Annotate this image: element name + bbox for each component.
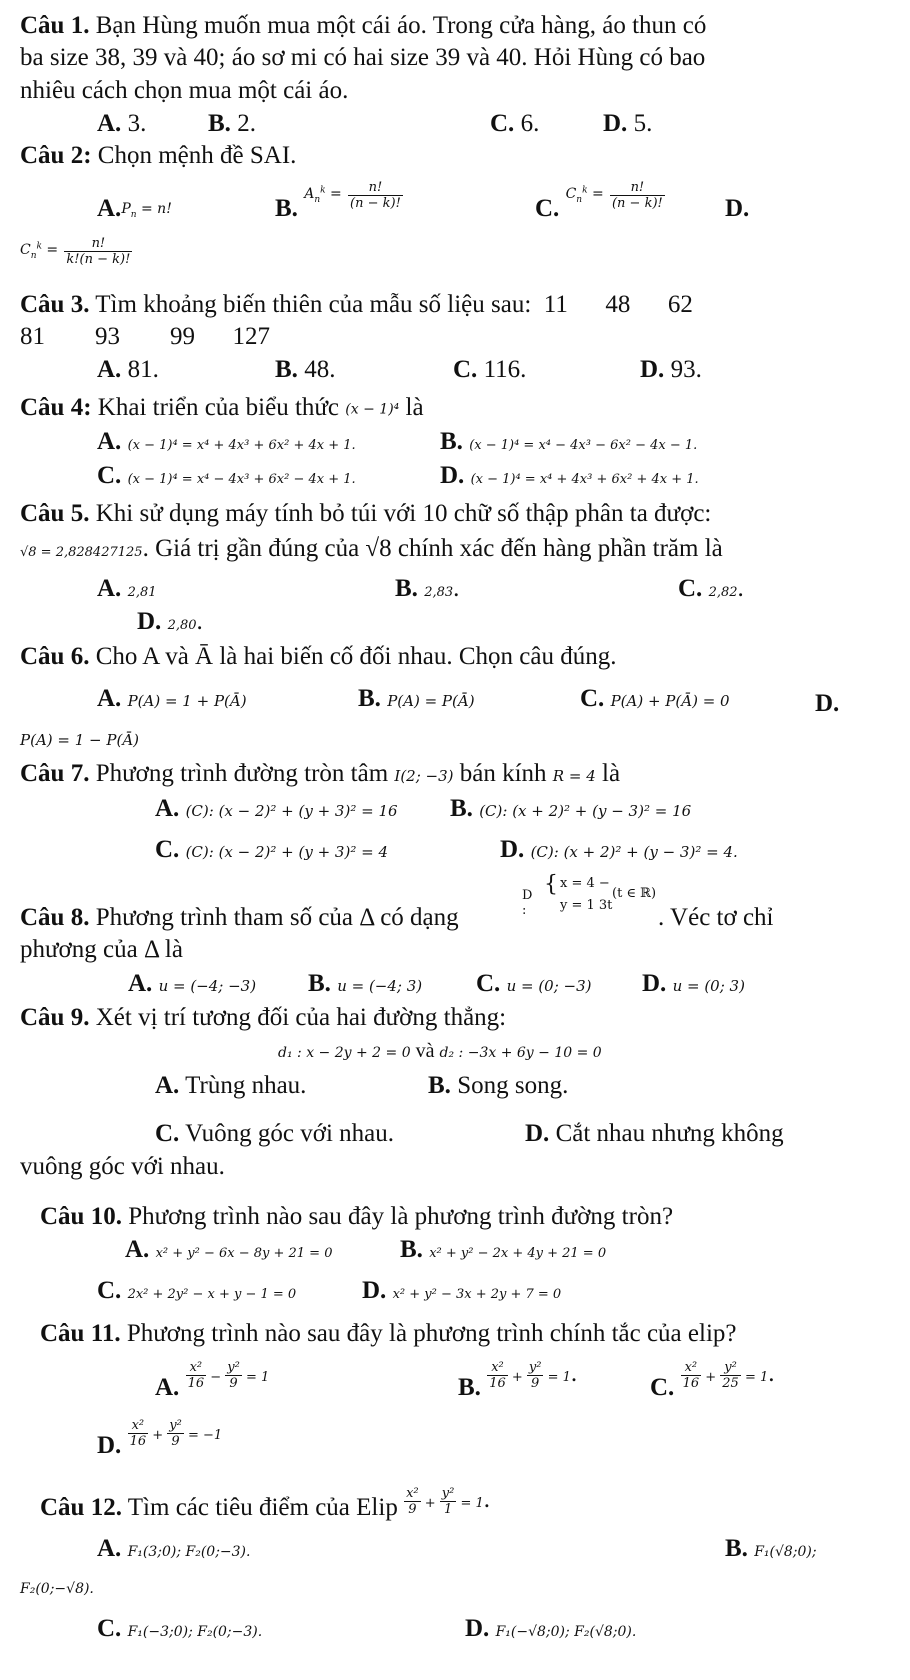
q2-option-d-formula: $C_n^k$ = $\frac{n!}{k!(n - k)!}$ [20, 236, 131, 267]
q2-option-b: B. $A_n^k$ = $\frac{n!}{(n - k)!}$ [275, 180, 401, 223]
q3-option-a: A. 81. [97, 356, 159, 383]
q7-tail: là [602, 760, 621, 787]
q1-option-d: D. 5. [603, 110, 653, 137]
q4-option-d: D. (x − 1)⁴ = x⁴ + 4x³ + 6x² + 4x + 1. [440, 462, 699, 489]
q12-option-b-line2 [20, 1572, 94, 1600]
q1-option-a: A. 3. [97, 110, 147, 137]
q9-and: và [415, 1040, 435, 1062]
q8-option-a: A. u = (−4; −3) [128, 970, 257, 997]
q6-b: P(A) = P(Ā) [387, 692, 475, 710]
q8-sys-suffix: (t ∈ ℝ) [612, 886, 657, 901]
q4-label: Câu 4: [20, 394, 92, 421]
q6-option-d: D. [815, 690, 840, 717]
q11-option-c: C. $\frac{\text{x²}}{16}$ + $\frac{\text{y²}}{25}$ = 1. [650, 1360, 775, 1402]
q11-option-a: A. $\frac{\text{x²}}{16}$ − $\frac{\text{y²}}{9}$ = 1 [155, 1360, 270, 1402]
q8-line [20, 904, 459, 932]
q11-text: Phương trình nào sau đây là phương trình chính tắc của elip? [126, 1320, 737, 1347]
q4-option-a: A. (x − 1)⁴ = x⁴ + 4x³ + 6x² + 4x + 1. [97, 428, 356, 455]
q12-text: Tìm các tiêu điểm của Elip [127, 1494, 398, 1522]
q10-a: x² + y² − 6x − 8y + 21 = 0 [155, 1246, 333, 1261]
q5-text-line2: . Giá trị gần đúng của √8 chính xác đến hàng phần trăm là [142, 535, 723, 562]
q5-c: 2,82 [708, 585, 738, 600]
q9-option-d: D. Cắt nhau nhưng không [525, 1120, 784, 1147]
q2-option-d: D. [725, 195, 750, 222]
q11-option-d: D. $\frac{\text{x²}}{16}$ + $\frac{\text{y²}}{9}$ = −1 [97, 1418, 223, 1460]
q7-b: (C): (x + 2)² + (y − 3)² = 16 [479, 802, 692, 820]
q6-text: Cho A và Ā là hai biến cố đối nhau. Chọn câu đúng. [95, 643, 617, 670]
q1-option-b: B. 2. [208, 110, 256, 137]
q9-lines [278, 1040, 602, 1063]
q7-option-d: D. (C): (x + 2)² + (y − 3)² = 4. [500, 836, 738, 863]
q2-text: Chọn mệnh đề SAI. [97, 142, 297, 169]
q7-center: I(2; −3) [394, 767, 454, 785]
q12-option-b: B. F₁(√8;0); [725, 1535, 817, 1562]
q10-option-a: A. x² + y² − 6x − 8y + 21 = 0 [125, 1236, 333, 1263]
q12-d: F₁(−√8;0); F₂(√8;0). [495, 1624, 637, 1640]
q9-text: Xét vị trí tương đối của hai đường thẳng: [95, 1004, 507, 1031]
q8-b: u = (−4; 3) [337, 977, 423, 995]
q3-text-line2: 81 93 99 127 [20, 323, 270, 350]
q6-option-d-formula [20, 724, 139, 752]
q2-d-num: n! [64, 236, 132, 252]
q3-option-c: C. 116. [453, 356, 527, 383]
q7-option-b: B. (C): (x + 2)² + (y − 3)² = 16 [450, 795, 692, 822]
q9-option-d-line2: vuông góc với nhau. [20, 1153, 225, 1180]
q6-option-b: B. P(A) = P(Ā) [358, 685, 475, 712]
q1-label: Câu 1. [20, 12, 90, 39]
q2-d-den: k!(n − k)! [66, 252, 131, 267]
q8-c: u = (0; −3) [506, 977, 592, 995]
q3-line1 [20, 291, 693, 319]
q8-sys-prefix: D : [522, 888, 533, 918]
q4-option-b: B. (x − 1)⁴ = x⁴ − 4x³ − 6x² − 4x − 1. [440, 428, 698, 455]
q12-option-d: D. F₁(−√8;0); F₂(√8;0). [465, 1615, 637, 1642]
q11-label: Câu 11. [40, 1320, 121, 1347]
q5-b: 2,83 [424, 585, 454, 600]
q2-option-c: C. $C_n^k$ = $\frac{n!}{(n - k)!}$ [535, 180, 663, 223]
q1-text-line2: ba size 38, 39 và 40; áo sơ mi có hai size 39 và 40. Hỏi Hùng có bao [20, 44, 706, 71]
q12-line: Câu 12. Tìm các tiêu điểm của Elip $\frac{\text{x²}}{9}$ + $\frac{\text{y²}}{1}$ = 1. [40, 1486, 491, 1522]
q12-option-c: C. F₁(−3;0); F₂(0;−3). [97, 1615, 263, 1642]
q9-line [20, 1004, 506, 1032]
q3-option-d: D. 93. [640, 356, 702, 383]
q8-tail: . Véc tơ chỉ [658, 904, 774, 931]
q8-label: Câu 8. [20, 904, 90, 931]
q11-line [40, 1320, 737, 1348]
q4-line [20, 394, 424, 422]
q10-c: 2x² + 2y² − x + y − 1 = 0 [127, 1287, 297, 1302]
q4-tail: là [405, 394, 424, 421]
q4-option-c: C. (x − 1)⁴ = x⁴ − 4x³ + 6x² − 4x + 1. [97, 462, 356, 489]
q9-d1: d₁ : x − 2y + 2 = 0 [278, 1045, 411, 1061]
q7-text: Phương trình đường tròn tâm [95, 760, 389, 787]
q4-a-expr: (x − 1)⁴ = x⁴ + 4x³ + 6x² + 4x + 1. [127, 438, 356, 453]
q2-c-den: (n − k)! [611, 196, 663, 211]
q7-c: (C): (x − 2)² + (y + 3)² = 4 [185, 843, 388, 861]
q12-label: Câu 12. [40, 1494, 122, 1522]
q5-option-c: C. 2,82. [678, 575, 744, 602]
q9-option-a: A. Trùng nhau. [155, 1072, 307, 1099]
q12-c: F₁(−3;0); F₂(0;−3). [127, 1624, 263, 1640]
q2-label: Câu 2: [20, 142, 92, 169]
q5-line2 [20, 535, 723, 563]
q7-radius: R = 4 [552, 767, 596, 785]
q8-d: u = (0; 3) [672, 977, 745, 995]
q2-b-den: (n − k)! [350, 196, 401, 211]
q8-option-b: B. u = (−4; 3) [308, 970, 423, 997]
q8-option-c: C. u = (0; −3) [476, 970, 592, 997]
q1-text-line1: Bạn Hùng muốn mua một cái áo. Trong cửa hàng, áo thun có [95, 12, 707, 39]
q7-text2: bán kính [459, 760, 547, 787]
q6-c: P(A) + P(Ā) = 0 [610, 692, 730, 710]
q2-option-a: $A.P_n = n$! [97, 195, 172, 222]
q7-line [20, 760, 620, 788]
q6-d: P(A) = 1 − P(Ā) [20, 731, 140, 749]
q12-a: F₁(3;0); F₂(0;−3). [127, 1544, 251, 1560]
q10-text: Phương trình nào sau đây là phương trình đường tròn? [128, 1203, 674, 1230]
q7-option-c: C. (C): (x − 2)² + (y + 3)² = 4 [155, 836, 388, 863]
q5-label: Câu 5. [20, 500, 90, 527]
q3-label: Câu 3. [20, 291, 90, 318]
q4-d-expr: (x − 1)⁴ = x⁴ + 4x³ + 6x² + 4x + 1. [470, 472, 699, 487]
q9-d2: d₂ : −3x + 6y − 10 = 0 [439, 1045, 602, 1061]
q8-sys-line2: y = 1 3t [560, 898, 613, 913]
q6-option-c: C. P(A) + P(Ā) = 0 [580, 685, 730, 712]
q5-a: 2,81 [127, 585, 157, 600]
q8-option-d: D. u = (0; 3) [642, 970, 745, 997]
q9-option-b: B. Song song. [428, 1072, 569, 1099]
q6-option-a: A. P(A) = 1 + P(Ā) [97, 685, 247, 712]
q1-line1 [20, 12, 706, 40]
q2-c-num: n! [610, 180, 665, 196]
q5-option-d: D. 2,80. [137, 608, 203, 635]
q5-option-a: A. 2,81 [97, 575, 157, 602]
q10-label: Câu 10. [40, 1203, 122, 1230]
q10-option-d: D. x² + y² − 3x + 2y + 7 = 0 [362, 1277, 562, 1304]
q5-line1 [20, 500, 711, 528]
q1-text-line3: nhiêu cách chọn mua một cái áo. [20, 77, 349, 104]
q7-label: Câu 7. [20, 760, 90, 787]
q4-text: Khai triển của biểu thức [97, 394, 340, 421]
q6-a: P(A) = 1 + P(Ā) [127, 692, 247, 710]
q8-a: u = (−4; −3) [158, 977, 257, 995]
q8-text-line2: phương của Δ là [20, 936, 183, 963]
q4-b-expr: (x − 1)⁴ = x⁴ − 4x³ − 6x² − 4x − 1. [469, 438, 698, 453]
q10-d: x² + y² − 3x + 2y + 7 = 0 [392, 1287, 562, 1302]
q8-text: Phương trình tham số của Δ có dạng [95, 904, 459, 931]
q8-sys-line1: x = 4 − [560, 876, 610, 891]
q10-option-b: B. x² + y² − 2x + 4y + 21 = 0 [400, 1236, 607, 1263]
q5-d: 2,80 [167, 618, 197, 633]
q2-line [20, 142, 296, 170]
q3-text-line1: Tìm khoảng biến thiên của mẫu số liệu sau: 11 48 62 [95, 291, 693, 318]
q7-d: (C): (x + 2)² + (y − 3)² = 4. [530, 843, 738, 861]
q9-option-c: C. Vuông góc với nhau. [155, 1120, 395, 1147]
q4-expr: (x − 1)⁴ [345, 401, 400, 418]
q7-a: (C): (x − 2)² + (y + 3)² = 16 [185, 802, 398, 820]
q4-c-expr: (x − 1)⁴ = x⁴ − 4x³ + 6x² − 4x + 1. [127, 472, 356, 487]
q12-b2: F₂(0;−√8). [20, 1581, 94, 1597]
q10-b: x² + y² − 2x + 4y + 21 = 0 [429, 1246, 607, 1261]
q12-b: F₁(√8;0); [754, 1544, 817, 1560]
q11-option-b: B. $\frac{\text{x²}}{16}$ + $\frac{\text{y²}}{9}$ = 1. [458, 1360, 578, 1402]
q6-line [20, 643, 616, 671]
q5-text-line1: Khi sử dụng máy tính bỏ túi với 10 chữ số thập phân ta được: [95, 500, 712, 527]
q6-label: Câu 6. [20, 643, 90, 670]
q1-option-c: C. 6. [490, 110, 540, 137]
q7-option-a: A. (C): (x − 2)² + (y + 3)² = 16 [155, 795, 398, 822]
q8-brace: { [544, 872, 558, 897]
q5-sqrt-value: √8 = 2,828427125 [20, 545, 143, 560]
q12-option-a: A. F₁(3;0); F₂(0;−3). [97, 1535, 251, 1562]
q9-label: Câu 9. [20, 1004, 90, 1031]
q2-b-num: n! [348, 180, 403, 196]
q10-line [40, 1203, 673, 1231]
q3-option-b: B. 48. [275, 356, 336, 383]
q10-option-c: C. 2x² + 2y² − x + y − 1 = 0 [97, 1277, 297, 1304]
q5-option-b: B. 2,83. [395, 575, 460, 602]
